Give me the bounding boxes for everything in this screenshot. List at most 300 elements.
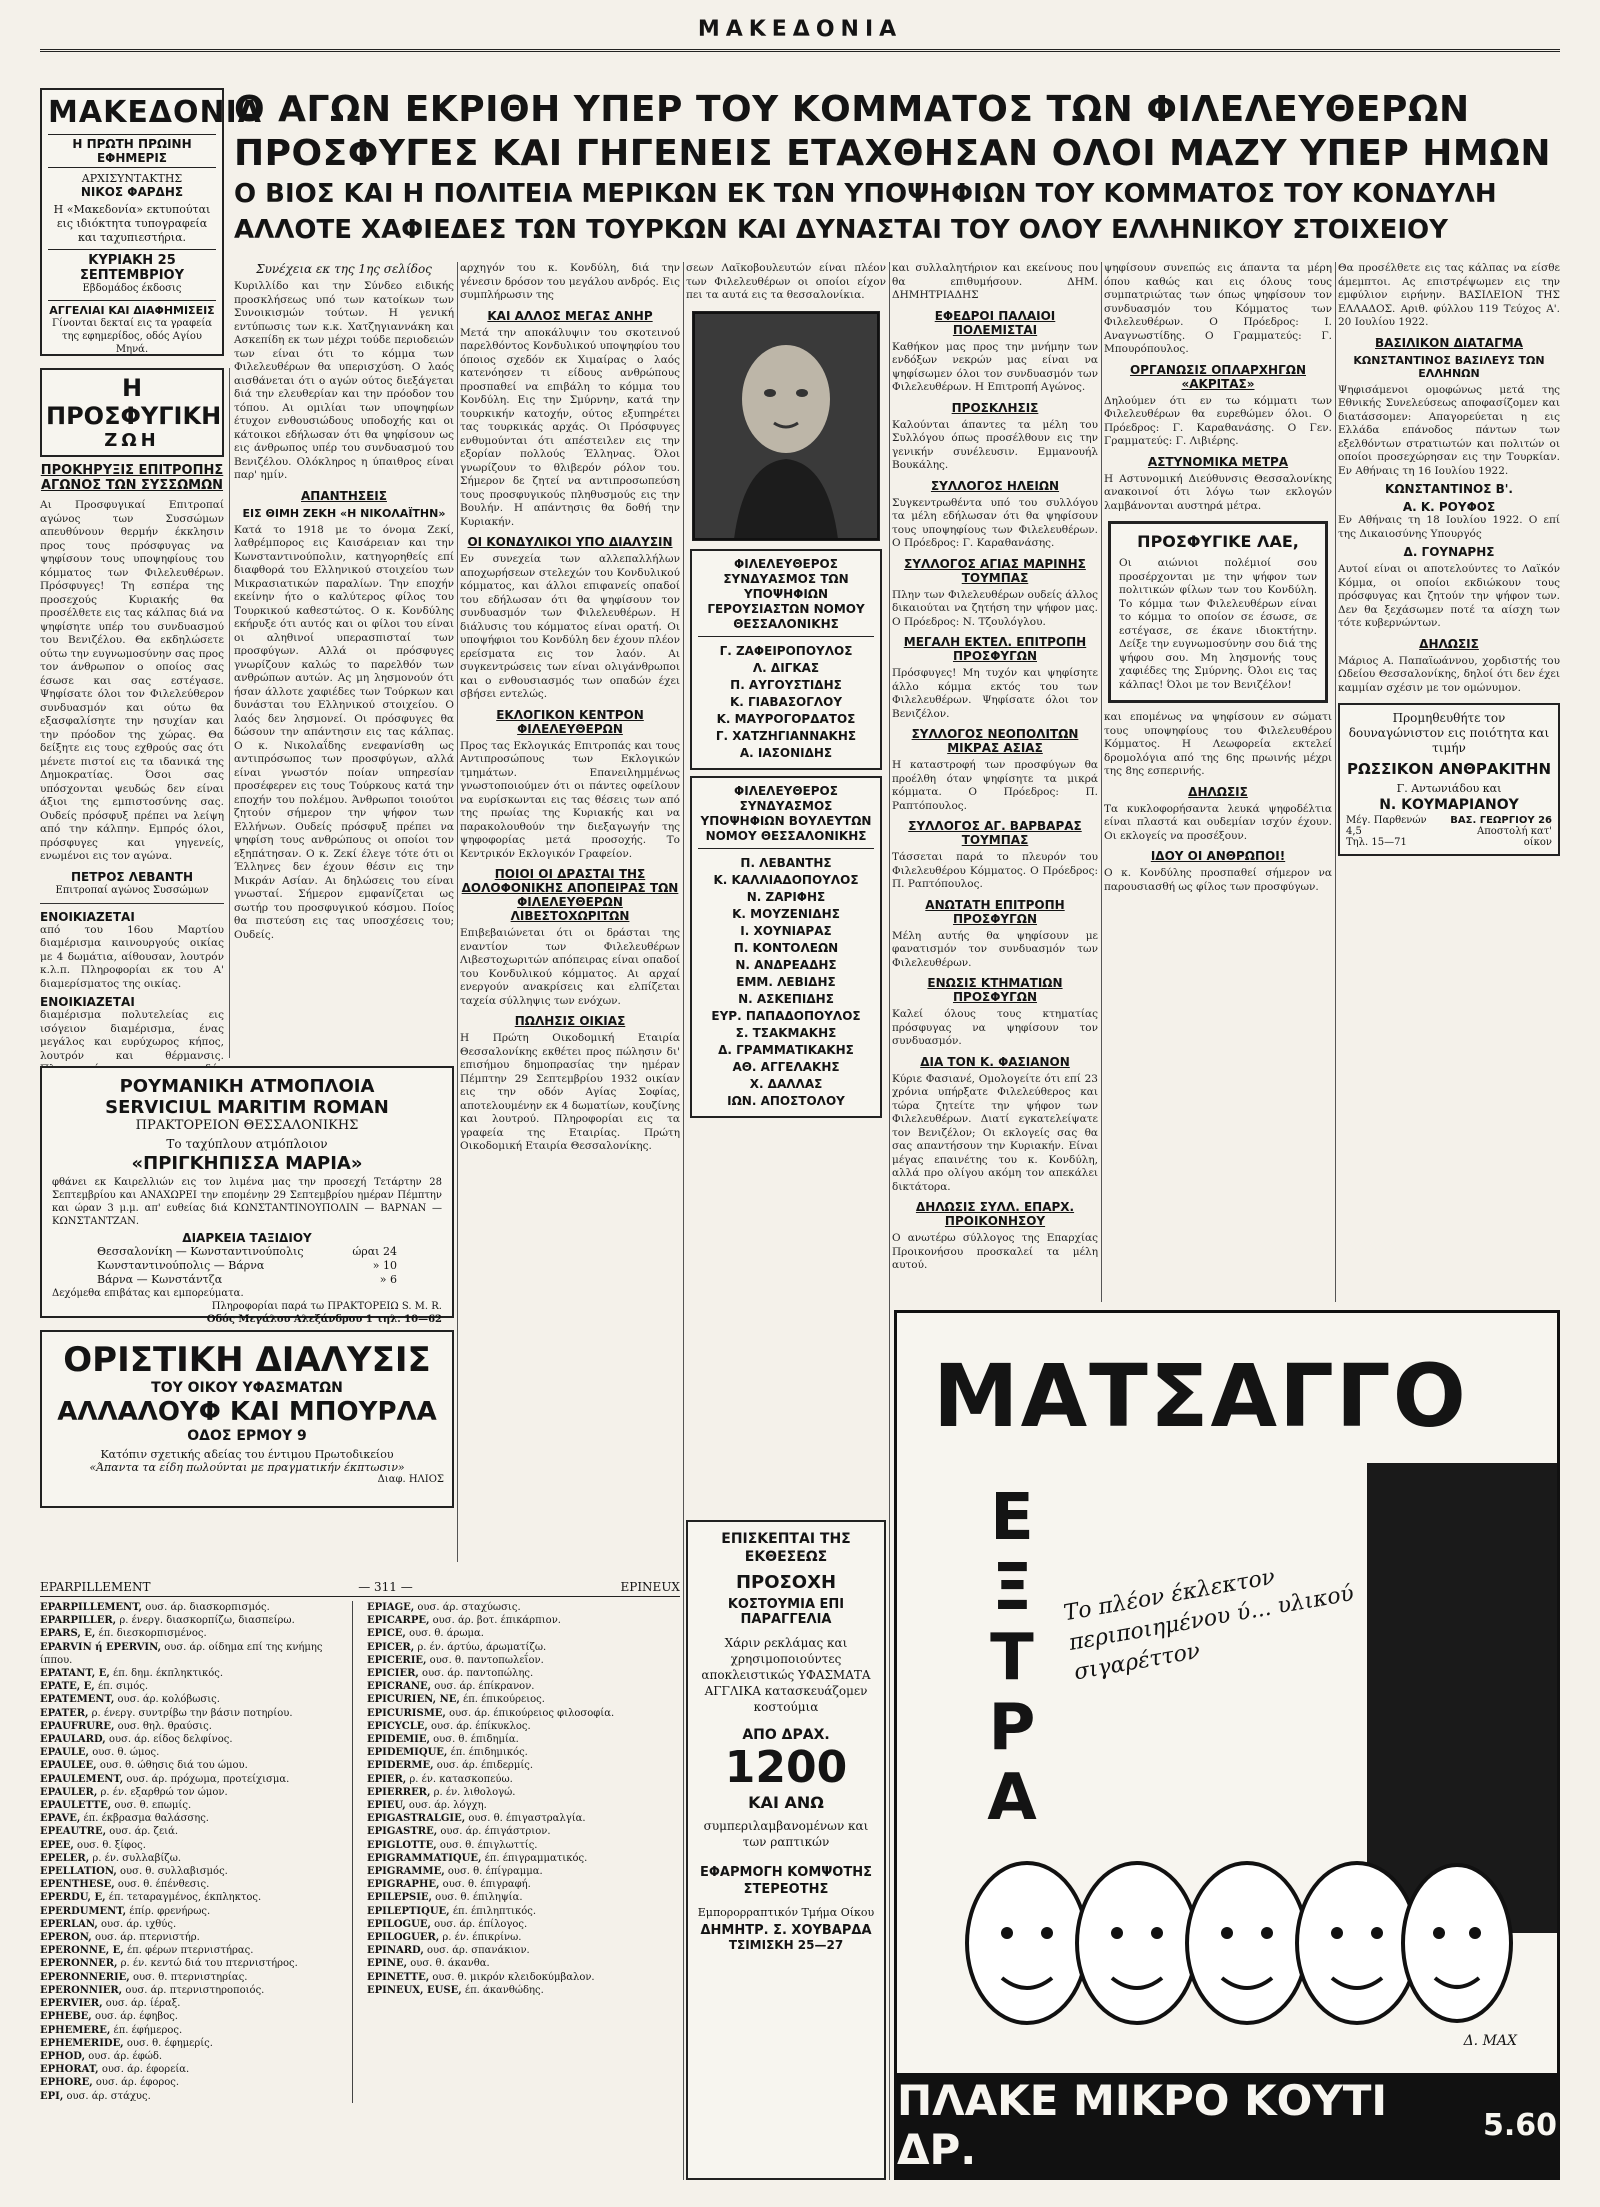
matsaggo-vertical-text bbox=[967, 1483, 1057, 1833]
dictionary-right-column bbox=[367, 1601, 680, 2103]
prosfygiki-signature-role: Επιτροπαί αγώνος Συσσώμων bbox=[55, 884, 209, 896]
route-row: Βάρνα — Κωνστάντζα » 6 bbox=[97, 1273, 397, 1286]
matsaggo-vertical-letter: Α bbox=[987, 1761, 1037, 1835]
dictionary-definition: ουσ. θ. έπιληψία. bbox=[432, 1892, 523, 1904]
candidate: ΙΩΝ. ΑΠΟΣΤΟΛΟΥ bbox=[727, 1093, 845, 1108]
senate-ballot bbox=[690, 549, 882, 770]
dictionary-definition: ουσ. άρ. λόγχη. bbox=[405, 1800, 487, 1812]
dictionary-headword: EPAULER, bbox=[40, 1786, 98, 1798]
dictionary-headword: EPIGASTRE, bbox=[367, 1826, 438, 1838]
dictionary-headword: EPERONNERIE, bbox=[40, 1971, 130, 1983]
dictionary-entry bbox=[367, 1931, 680, 1944]
dictionary-definition: ουσ. άρ. έφορεία. bbox=[98, 2064, 190, 2076]
dictionary-entry bbox=[40, 1627, 346, 1640]
candidate: Κ. ΜΟΥΖΕΝΙΔΗΣ bbox=[732, 906, 840, 921]
dictionary-entry bbox=[367, 1971, 680, 1984]
dictionary-definition: ουσ. άρ. ζειά. bbox=[106, 1826, 179, 1838]
ballot-column: σεων Λαϊκοβουλευτών είναι πλέον των Φιλελευθέρων οι οποίοι είχον πει τα αυτά εις τα θεσσαλονίκια. ΦΙΛΕΛΕΥΘΕΡΟΣ ΣΥΝΔΥΑΣΜΟΣ ΤΩΝ ΥΠΟΨΗΦΙΩΝ ΓΕΡΟΥΣΙΑΣΤΩΝ ΝΟΜΟΥ ΘΕΣΣΑΛΟΝΙΚΗΣ Γ. ΖΑΦΕΙΡΟΠΟΥΛΟΣ Λ. ΔΙΓΚΑΣ Π. ΑΥΓΟΥΣΤΙΔΗΣ Κ. ΓΙΑΒΑΣΟΓΛΟΥ Κ. ΜΑΥΡΟΓΟΡΔΑΤΟΣ Γ. ΧΑΤΖΗΓΙΑΝΝΑΚΗΣ Α. ΙΑΣΟΝΙΔΗΣ ΦΙΛΕΛΕΥΘΕΡΟΣ ΣΥΝΔΥΑΣΜΟΣ ΥΠΟΨΗΦΙΩΝ ΒΟΥΛΕΥΤΩΝ ΝΟΜΟΥ ΘΕΣΣΑΛΟΝΙΚΗΣ Π. ΛΕΒΑΝΤΗΣ Κ. ΚΑΛΛΙΑΔΟΠΟΥΛΟΣ Ν. ΖΑΡΙΦΗΣ Κ. ΜΟΥΖΕΝΙΔΗΣ Ι. ΧΟΥΝΙΑΡΑΣ Π. ΚΟΝΤΟΛΕΩΝ Ν. ΑΝΔΡΕΑΔΗΣ ΕΜΜ. ΛΕΒΙΔΗΣ Ν. ΑΣΚΕΠΙΔΗΣ ΕΥΡ. ΠΑΠΑΔΟΠΟΥΛΟΣ Σ. ΤΣΑΚΜΑΚΗΣ Δ. ΓΡΑΜΜΑΤΙΚΑΚΗΣ ΑΘ. ΑΓΓΕΛΑΚΗΣ Χ. ΔΑΛΛΑΣ ΙΩΝ. ΑΠΟΣΤΟΛΟΥ bbox=[686, 262, 886, 1342]
dictionary-headword: EPIERRER, bbox=[367, 1786, 431, 1798]
dictionary-headword: EPARPILLER, bbox=[40, 1615, 117, 1627]
dictionary-entry bbox=[40, 2090, 346, 2103]
dictionary-entry bbox=[40, 1614, 346, 1627]
dictionary-headword: EPELER, bbox=[40, 1852, 90, 1864]
col5-heading-8: ΑΝΩΤΑΤΗ ΕΠΙΤΡΟΠΗ ΠΡΟΣΦΥΓΩΝ bbox=[925, 897, 1065, 926]
dictionary-entry bbox=[40, 1799, 346, 1812]
candidate: Ν. ΖΑΡΙΦΗΣ bbox=[746, 889, 826, 904]
nameplate-box bbox=[40, 88, 263, 356]
dictionary-definition: έπ. έκβρασμα θαλάσσης. bbox=[80, 1813, 209, 1825]
dictionary-headword: EPICURISME, bbox=[367, 1707, 446, 1719]
dictionary-definition: έπίρ. φρενήρως. bbox=[126, 1905, 211, 1917]
col7-sign-3: Δ. ΓΟΥΝΑΡΗΣ bbox=[1403, 545, 1495, 559]
prosfygiki-signature: ΠΕΤΡΟΣ ΛΕΒΑΝΤΗ bbox=[71, 869, 193, 884]
dictionary-definition: ουσ. θ. ξίφος. bbox=[73, 1839, 146, 1851]
matsaggo-brand: ΜΑΤΣΑΓΓΟ bbox=[933, 1347, 1468, 1447]
tailor-dept: Εμπορορραπτικόν Τμήμα Οίκου bbox=[697, 1906, 875, 1919]
column-2: Συνέχεια εκ της 1ης σελίδος Κυριλλίδο και την Σύνδεο ειδικής προσκλήσεως υπό των κατοίκων των Συνοικισμών τούτων. Η γενική εντύπωσις των κ.κ. Χατζηγιαννάκη και Ασκεπίδη εκ των μέχρι τούδε περιοδειών των είναι ότι το κόμμα των Φιλελευθέρων θα υπερισχύση. Ο λαός αισθάνεται ότι ο αγών ούτος διεξάγεται διά την ελευθερίαν και την πρόοδον του τόπου. Αι ομιλίαι των υποψηφίων έτυχον ενθουσιώδους υποδοχής και οι κάτοικοι εδήλωσαν ότι θα ψηφίσουν ως εις άνθρωπος υπέρ του συνδυασμού του Βενιζέλου. Ολόκληρος η ύπαιθρος είναι παρ' ημίν. ΑΠΑΝΤΗΣΕΙΣ ΕΙΣ ΘΙΜΗ ΖΕΚΗ «Η ΝΙΚΟΛΑΪΤΗΝ» Κατά το 1918 με το όνομα Ζεκί, λαθρέμπορος εις Καισάρειαν και την Κωνσταντινούπολιν, κατηγορηθείς επί διαφθορά του Ελληνικού στοιχείου των Μικρασιατικών παραλίων. Την εποχήν εκείνην ήτο ο καλύτερος φίλος του Τουρκικού καθεστώτος. Ο κ. Κονδύλης εκήρυξε ότι αυτός και οι φίλοι του είναι οι αληθινοί υπερασπισταί των προσφύγων. Αλλά οι πρόσφυγες γνωρίζουν καλώς το παρελθόν των ανθρώπων αυτών. Ας μη λησμονούν ότι ήσαν άλλοτε χαφιέδες των Τούρκων και δυνάσται του Ελληνικού στοιχείου. Ο λαός δεν λησμονεί. Οι πρόσφυγες θα δώσουν την απάντησιν εις τας κάλπας. Ο κ. Νικολαΐδης ενεφανίσθη ως αντιπρόσωπος των προσφύγων, αλλά είναι γνωστόν ποίαν υπηρεσίαν προσέφερεν εις τους Τούρκους κατά την εποχήν του πολέμου. Άνθρωποι τοιούτοι ζητούν σήμερον την ψήφον των Ελλήνων. Ουδείς πρόσφυξ πρέπει να ψηφίση τους ανθρώπους οι οποίοι τον εξηπάτησαν. Ο κ. Ζεκί έλεγε τότε ότι οι Έλληνες δεν έχουν θέσιν εις την Μικράν Ασίαν. Αι δηλώσεις του είναι γνωσταί. Σήμερον εμφανίζεται ως σωτήρ του προσφυγικού κόσμου. Ποίος θα πιστεύση εις τας υποσχέσεις του; Ουδείς. bbox=[234, 262, 454, 941]
tailor-body: Χάριν ρεκλάμας και χρησιμοποιούντες αποκλειστικώς ΥΦΑΣΜΑΤΑ ΑΓΓΛΙΚΑ κατασκευάζομεν κοστούμια bbox=[701, 1636, 871, 1714]
shipping-address: Οδός Μεγάλου Αλεξάνδρου 1 τηλ. 10—62 bbox=[206, 1314, 442, 1325]
refugee-appeal-title: ΠΡΟΣΦΥΓΙΚΕ ΛΑΕ, bbox=[1137, 532, 1299, 551]
dictionary-entry bbox=[40, 1957, 346, 1970]
dictionary-definition: έπ. έπιγραμματικός. bbox=[481, 1852, 588, 1864]
dictionary-definition: έπ. δημ. έκπληκτικός. bbox=[109, 1668, 224, 1680]
shipping-note: Δεχόμεθα επιβάτας και εμπορεύματα. bbox=[52, 1288, 244, 1299]
dictionary-entry bbox=[367, 1601, 680, 1614]
dictionary-headword: EPATER, bbox=[40, 1707, 89, 1719]
coal-ad-text: Προμηθευθήτε τον δουναγώνιστον εις ποιότητα και τιμήν bbox=[1348, 711, 1550, 755]
dictionary-headword: EPERDUMENT, bbox=[40, 1905, 127, 1917]
dictionary-headword: EPERON, bbox=[40, 1932, 92, 1944]
dictionary-head-left: EPARPILLEMENT bbox=[40, 1580, 151, 1594]
candidate: Κ. ΚΑΛΛΙΑΔΟΠΟΥΛΟΣ bbox=[713, 872, 859, 887]
dictionary-entry bbox=[40, 1944, 346, 1957]
dictionary-definition: ουσ. θ. έπιγραφή. bbox=[439, 1879, 531, 1891]
col3-heading-1: ΚΑΙ ΑΛΛΟΣ ΜΕΓΑΣ ΑΝΗΡ bbox=[487, 308, 653, 323]
dictionary-entry bbox=[367, 1944, 680, 1957]
route-row: Κωνσταντινούπολις — Βάρνα » 10 bbox=[97, 1259, 397, 1272]
dictionary-entry bbox=[40, 2010, 346, 2023]
candidate: Ι. ΧΟΥΝΙΑΡΑΣ bbox=[740, 923, 832, 938]
dictionary-definition: ουσ. άρ. στάχυς. bbox=[63, 2090, 151, 2102]
coal-ad-name: ΡΩΣΣΙΚΟΝ ΑΝΘΡΑΚΙΤΗΝ bbox=[1346, 760, 1552, 778]
tailor-ad bbox=[686, 1520, 886, 2180]
dictionary-entry bbox=[40, 1918, 346, 1931]
col3-heading-3: ΕΚΛΟΓΙΚΟΝ ΚΕΝΤΡΟΝ ΦΙΛΕΛΕΥΘΕΡΩΝ bbox=[496, 707, 644, 736]
dictionary-headword: EPILOGUE, bbox=[367, 1918, 431, 1930]
shipping-duration-title: ΔΙΑΡΚΕΙΑ ΤΑΞΙΔΙΟΥ bbox=[182, 1231, 312, 1245]
matsaggo-vertical-letter: Ε bbox=[990, 1481, 1034, 1555]
col5-heading-3: ΣΥΛΛΟΓΟΣ ΗΛΕΙΩΝ bbox=[930, 478, 1060, 493]
candidate: Α. ΙΑΣΟΝΙΔΗΣ bbox=[739, 745, 833, 760]
liquidation-note: Κατόπιν σχετικής αδείας του έντιμου Πρωτοδικείου bbox=[100, 1448, 394, 1461]
candidate: Χ. ΔΑΛΛΑΣ bbox=[749, 1076, 823, 1091]
dictionary-entry bbox=[40, 1825, 346, 1838]
dictionary-definition: ουσ. άρ. έπικούρειος φιλοσοφία. bbox=[445, 1707, 615, 1719]
dictionary-definition: ουσ. άρ. παντοπώλης. bbox=[418, 1668, 534, 1680]
candidate: Κ. ΜΑΥΡΟΓΟΡΔΑΤΟΣ bbox=[716, 711, 856, 726]
col7-sign-2: Α. Κ. ΡΟΥΦΟΣ bbox=[1402, 500, 1496, 514]
tailor-title: ΕΠΙΣΚΕΠΤΑΙ ΤΗΣ ΕΚΘΕΣΕΩΣ bbox=[721, 1531, 851, 1565]
tailor-address: ΤΣΙΜΙΣΚΗ 25—27 bbox=[728, 1938, 844, 1952]
dictionary-headword: EPAULEMENT, bbox=[40, 1773, 124, 1785]
dictionary-headword: EPIGRAMME, bbox=[367, 1866, 445, 1878]
dictionary-headword: EPILEPSIE, bbox=[367, 1892, 432, 1904]
candidate: ΑΘ. ΑΓΓΕΛΑΚΗΣ bbox=[732, 1059, 840, 1074]
col3-heading-5: ΠΩΛΗΣΙΣ ΟΙΚΙΑΣ bbox=[514, 1014, 626, 1028]
dictionary-headword: EPIDEMIQUE, bbox=[367, 1747, 448, 1759]
dictionary-entry bbox=[367, 1786, 680, 1799]
dictionary-entry bbox=[40, 1759, 346, 1772]
col6-heading-4: ΙΔΟΥ ΟΙ ΑΝΘΡΩΠΟΙ! bbox=[1150, 849, 1286, 863]
dictionary-headword: EPIDEMIE, bbox=[367, 1734, 430, 1746]
deputies-ballot-title: ΦΙΛΕΛΕΥΘΕΡΟΣ ΣΥΝΔΥΑΣΜΟΣ ΥΠΟΨΗΦΙΩΝ ΒΟΥΛΕΥΤΩΝ ΝΟΜΟΥ ΘΕΣΣΑΛΟΝΙΚΗΣ bbox=[698, 784, 874, 849]
dictionary-definition: ουσ. θ. μικρόν κλειδοκύμβαλον. bbox=[429, 1971, 595, 1983]
col5-heading-11: ΔΗΛΩΣΙΣ ΣΥΛΛ. ΕΠΑΡΧ. ΠΡΟΙΚΟΝΗΣΟΥ bbox=[915, 1200, 1075, 1228]
ads-text: Γίνονται δεκταί εις τα γραφεία της εφημερίδος, οδός Αγίου Μηνά. bbox=[51, 318, 213, 355]
dictionary-entry bbox=[40, 1839, 346, 1852]
dictionary-headword: EPATEMENT, bbox=[40, 1694, 115, 1706]
matsaggo-footer-text: ΠΛΑΚΕ ΜΙΚΡΟ ΚΟΥΤΙ ΔΡ. bbox=[897, 2076, 1388, 2174]
dictionary-headword: EPATE, E, bbox=[40, 1681, 95, 1693]
classified-1-title: ΕΝΟΙΚΙΑΖΕΤΑΙ bbox=[40, 909, 135, 924]
dictionary-entry bbox=[40, 1905, 346, 1918]
dictionary-definition: ρ. έν. άρτύω, άρωματίζω. bbox=[414, 1641, 547, 1653]
dictionary-definition: ουσ. άρ. έπίλογος. bbox=[430, 1918, 528, 1930]
candidate: Ν. ΑΣΚΕΠΙΔΗΣ bbox=[738, 991, 834, 1006]
dictionary-definition: ουσ. άρ. έφορος. bbox=[92, 2077, 180, 2089]
dictionary-entry bbox=[40, 1891, 346, 1904]
liquidation-title: ΟΡΙΣΤΙΚΗ ΔΙΑΛΥΣΙΣ bbox=[63, 1340, 431, 1380]
col5-heading-5: ΜΕΓΑΛΗ ΕΚΤΕΛ. ΕΠΙΤΡΟΠΗ ΠΡΟΣΦΥΓΩΝ bbox=[903, 635, 1087, 663]
dictionary-definition: ουσ. θ. έπιγλωττίς. bbox=[436, 1839, 538, 1851]
candidate: Σ. ΤΣΑΚΜΑΚΗΣ bbox=[735, 1025, 837, 1040]
dictionary-definition: ουσ. άρ. διασκορπισμός. bbox=[142, 1602, 270, 1613]
col7-sign-1: ΚΩΝΣΤΑΝΤΙΝΟΣ Β'. bbox=[1385, 482, 1513, 496]
coal-ad-note: Αποστολή κατ' οίκον bbox=[1477, 826, 1552, 848]
shipping-line-2: SERVICIUL MARITIM ROMAN bbox=[105, 1097, 389, 1118]
coal-ad-name2: Ν. ΚΟΥΜΑΡΙΑΝΟΥ bbox=[1379, 797, 1519, 813]
coal-ad-addr2: ΒΑΣ. ΓΕΩΡΓΙΟΥ 26 bbox=[1450, 815, 1552, 826]
liquidation-sign: Διαφ. ΗΛΙΟΣ bbox=[377, 1474, 444, 1485]
dictionary-entry bbox=[367, 1852, 680, 1865]
dictionary-entry bbox=[40, 1720, 346, 1733]
dictionary-definition: ουσ. άρ. έπιδερμίς. bbox=[433, 1760, 534, 1772]
dictionary-entry bbox=[367, 1746, 680, 1759]
dictionary-headword: EPICER, bbox=[367, 1641, 415, 1653]
dictionary-entry bbox=[367, 1957, 680, 1970]
dictionary-headword: EPERVIER, bbox=[40, 1998, 103, 2010]
dictionary-headword: EPIEU, bbox=[367, 1800, 406, 1812]
dictionary-headword: EPATANT, E, bbox=[40, 1668, 110, 1680]
liquidation-name: ΑΛΛΑΛΟΥΦ ΚΑΙ ΜΠΟΥΡΛΑ bbox=[57, 1397, 437, 1427]
col2-answers: ΑΠΑΝΤΗΣΕΙΣ bbox=[301, 488, 387, 503]
dictionary-definition: ουσ. θ. άκανθα. bbox=[407, 1958, 490, 1970]
dictionary-entry bbox=[367, 1825, 680, 1838]
dictionary-definition: ρ. έν. κατασκοπεύω. bbox=[406, 1773, 513, 1785]
col3-heading-4: ΠΟΙΟΙ ΟΙ ΔΡΑΣΤΑΙ ΤΗΣ ΔΟΛΟΦΟΝΙΚΗΣ ΑΠΟΠΕΙΡΑΣ ΤΩΝ ΦΙΛΕΛΕΥΘΕΡΩΝ ΛΙΒΕΣΤΟΧΩΡΙΤΩΝ bbox=[461, 867, 679, 923]
dictionary-entry bbox=[40, 1680, 346, 1693]
dictionary-left-column bbox=[40, 1601, 353, 2103]
dictionary-entry bbox=[40, 1865, 346, 1878]
dictionary-headword: EPENTHESE, bbox=[40, 1879, 115, 1891]
tailor-sub2: ΚΟΣΤΟΥΜΙΑ ΕΠΙ ΠΑΡΑΓΓΕΛΙΑ bbox=[727, 1597, 845, 1627]
dictionary-definition: ουσ. θ. ώθησις διά του ώμου. bbox=[96, 1760, 248, 1772]
dictionary-entry bbox=[367, 1667, 680, 1680]
col5-heading-7: ΣΥΛΛΟΓΟΣ ΑΓ. ΒΑΡΒΑΡΑΣ ΤΟΥΜΠΑΣ bbox=[908, 819, 1082, 847]
dictionary-entry bbox=[40, 1852, 346, 1865]
dictionary-definition: ουσ. άρ. πτερνιστηροποιός. bbox=[122, 1984, 265, 1996]
edition: Εβδομάδος έκδοσις bbox=[82, 283, 182, 294]
prosfygiki-header bbox=[40, 368, 224, 457]
dictionary-entry bbox=[367, 1865, 680, 1878]
matsaggo-vertical-letter: Ξ bbox=[991, 1551, 1033, 1625]
dictionary-definition: ουσ. θ. πτερνιστηρίας. bbox=[129, 1971, 248, 1983]
prosfygiki-title2: ΖΩΗ bbox=[104, 430, 160, 451]
col2-answers-sub: ΕΙΣ ΘΙΜΗ ΖΕΚΗ «Η ΝΙΚΟΛΑΪΤΗΝ» bbox=[242, 506, 446, 520]
dictionary-entry bbox=[40, 2050, 346, 2063]
col7-heading-2: ΚΩΝΣΤΑΝΤΙΝΟΣ ΒΑΣΙΛΕΥΣ ΤΩΝ ΕΛΛΗΝΩΝ bbox=[1353, 353, 1545, 380]
dictionary-definition: έπ. έφήμερος. bbox=[110, 2024, 183, 2036]
dictionary-definition: ρ. ένεργ. διασκορπίζω, διασπείρω. bbox=[116, 1615, 295, 1627]
dictionary-headword: EPHORAT, bbox=[40, 2064, 99, 2076]
dictionary-definition: ουσ. θ. παντοπωλεΐον. bbox=[426, 1654, 544, 1666]
coal-ad-phone: Τηλ. 15—71 bbox=[1346, 837, 1407, 848]
dictionary-definition: ουσ. άρ. βοτ. έπικάρπιον. bbox=[429, 1615, 561, 1627]
dictionary-headword: EPILEPTIQUE, bbox=[367, 1905, 450, 1917]
dictionary-headword: EPICRANE, bbox=[367, 1681, 432, 1693]
matsaggo-slogan: Το πλέον έκλεκτον περιποιημένου ύ... υλικού σιγαρέττον bbox=[1061, 1564, 1356, 1686]
col6-heading-1: ΟΡΓΑΝΩΣΙΣ ΟΠΛΑΡΧΗΓΩΝ «ΑΚΡΙΤΑΣ» bbox=[1129, 362, 1306, 391]
dictionary-definition: ουσ. άρ. έπιγάστριον. bbox=[437, 1826, 551, 1838]
dictionary-header bbox=[40, 1580, 680, 1597]
dictionary-entry bbox=[367, 1918, 680, 1931]
dictionary-headword: EPHOD, bbox=[40, 2050, 86, 2062]
dictionary-headword: EPAVE, bbox=[40, 1813, 81, 1825]
dictionary-definition: ουσ. θ. συλλαβισμός. bbox=[116, 1866, 228, 1878]
dictionary-headword: EPIGLOTTE, bbox=[367, 1839, 437, 1851]
column-5: και συλλαλητήριον και εκείνους που θα επιθυμήσουν. ΔΗΜ. ΔΗΜΗΤΡΙΑΔΗΣ ΕΦΕΔΡΟΙ ΠΑΛΑΙΟΙ ΠΟΛΕΜΙΣΤΑΙ Καθήκον μας προς την μνήμην των ενδόξων νεκρών μας είναι να ψηφίσωμεν όλοι τον συνδυασμόν των Φιλελευθέρων. Η Επιτροπή Αγώνος. ΠΡΟΣΚΛΗΣΙΣ Καλούνται άπαντες τα μέλη του Συλλόγου όπως προσέλθουν εις την γενικήν συνέλευσιν. Εμμανουήλ Βουκάλης. ΣΥΛΛΟΓΟΣ ΗΛΕΙΩΝ Συγκεντρωθέντα υπό του συλλόγου τα μέλη εδήλωσαν ότι θα ψηφίσουν τους υποψηφίους των Φιλελευθέρων. Ο Πρόεδρος: Γ. Καραθανάσης. ΣΥΛΛΟΓΟΣ ΑΓΙΑΣ ΜΑΡΙΝΗΣ ΤΟΥΜΠΑΣ Πλην των Φιλελευθέρων ουδείς άλλος δικαιούται να ζητήση την ψήφον μας. Ο Πρόεδρος: Ν. Τζουλόγλου. ΜΕΓΑΛΗ ΕΚΤΕΛ. ΕΠΙΤΡΟΠΗ ΠΡΟΣΦΥΓΩΝ Πρόσφυγες! Μη τυχόν και ψηφίσητε άλλο κόμμα εκτός του των Φιλελευθέρων. Ψηφίσατε όλοι τον Βενιζέλον. ΣΥΛΛΟΓΟΣ ΝΕΟΠΟΛΙΤΩΝ ΜΙΚΡΑΣ ΑΣΙΑΣ Η καταστροφή των προσφύγων θα προέλθη όταν ψηφίσητε τα μικρά κόμματα. Ο Πρόεδρος: Π. Ραπτόπουλος. ΣΥΛΛΟΓΟΣ ΑΓ. ΒΑΡΒΑΡΑΣ ΤΟΥΜΠΑΣ Τάσσεται παρά το πλευρόν του Φιλελευθέρου Κόμματος. Ο Πρόεδρος: Π. Ραπτόπουλος. ΑΝΩΤΑΤΗ ΕΠΙΤΡΟΠΗ ΠΡΟΣΦΥΓΩΝ Μέλη αυτής θα ψηφίσουν με φανατισμόν τον συνδυασμόν των Φιλελευθέρων. ΕΝΩΣΙΣ ΚΤΗΜΑΤΙΩΝ ΠΡΟΣΦΥΓΩΝ Καλεί όλους τους κτηματίας πρόσφυγας να ψηφίσουν τον συνδυασμόν. ΔΙΑ ΤΟΝ Κ. ΦΑΣΙΑΝΟΝ Κύριε Φασιανέ, Ομολογείτε ότι επί 23 χρόνια υπήρξατε Φιλελεύθερος και τώρα ζητείτε την ψήφον των Φιλελευθέρων. Διατί εγκατελείψατε τον Βενιζέλον; Οι εκλογείς σας θα σας απαντήσουν την Κυριακήν. Είναι μέγας επαινέτης του κ. Κονδύλη, αλλά προ ολίγου ακόμη τον απεκάλει δικτάτορα. ΔΗΛΩΣΙΣ ΣΥΛΛ. ΕΠΑΡΧ. ΠΡΟΙΚΟΝΗΣΟΥ Ο ανωτέρω σύλλογος της Επαρχίας Προικονήσου προσκαλεί τα μέλη αυτού. bbox=[892, 262, 1098, 1271]
portrait-image bbox=[694, 313, 878, 539]
dictionary-definition: ουσ. άρ. ιχθύς. bbox=[97, 1918, 177, 1930]
classified-1-body: από του 16ου Μαρτίου διαμέρισμα καινουργούς οικίας με 4 δωμάτια, αίθουσαν, λουτρόν κ.λ.π. Πληροφορίαι εκ του Α' διαμερίσματος της οικίας. bbox=[40, 923, 224, 990]
dictionary-section bbox=[40, 1580, 680, 2180]
dictionary-definition: ουσ. θ. άρωμα. bbox=[405, 1628, 484, 1640]
dictionary-definition: ρ. έν. εξαρθρώ τον ώμον. bbox=[97, 1786, 228, 1798]
dictionary-headword: EPIGRAPHE, bbox=[367, 1879, 440, 1891]
matsaggo-artist: Δ. ΜΑΧ bbox=[1463, 2033, 1517, 2049]
dictionary-definition: έπ. έπιδημικός. bbox=[447, 1747, 528, 1759]
matsaggo-footer bbox=[897, 2073, 1557, 2177]
candidate: Π. ΛΕΒΑΝΤΗΣ bbox=[740, 855, 832, 870]
dictionary-entry bbox=[367, 1759, 680, 1772]
tailor-name: ΕΦΑΡΜΟΓΗ ΚΟΜΨΟΤΗΣ ΣΤΕΡΕΟΤΗΣ bbox=[700, 1865, 872, 1897]
issue-date: ΚΥΡΙΑΚΗ 25 ΣΕΠΤΕΜΒΡΙΟΥ bbox=[48, 249, 216, 283]
senate-list bbox=[698, 643, 874, 762]
shipping-contact: Πληροφορίαι παρά τω ΠΡΑΚΤΟΡΕΙΩ S. M. R. bbox=[211, 1301, 442, 1312]
col5-heading-10: ΔΙΑ ΤΟΝ Κ. ΦΑΣΙΑΝΟΝ bbox=[920, 1054, 1070, 1069]
dictionary-headword: EPELLATION, bbox=[40, 1866, 117, 1878]
dictionary-headword: EPARPILLEMENT, bbox=[40, 1602, 143, 1613]
matsaggo-vertical-letter: Ρ bbox=[988, 1691, 1036, 1765]
dictionary-entry bbox=[40, 1733, 346, 1746]
dictionary-definition: ουσ. άρ. ίέραξ. bbox=[102, 1998, 181, 2010]
dictionary-entry bbox=[367, 1641, 680, 1654]
dictionary-definition: ουσ. θ. έπένθεσις. bbox=[114, 1879, 210, 1891]
dictionary-entry bbox=[40, 1984, 346, 1997]
matsaggo-ad bbox=[894, 1310, 1560, 2180]
dictionary-entry bbox=[367, 1614, 680, 1627]
nameplate-note: Η «Μακεδονία» εκτυπούται εις ιδιόκτητα τυπογραφεία και ταχυπιεστήρια. bbox=[53, 203, 211, 244]
dictionary-entry bbox=[367, 1720, 680, 1733]
dictionary-definition: ουσ. άρ. έπίκρανον. bbox=[431, 1681, 535, 1693]
candidate: Γ. ΧΑΤΖΗΓΙΑΝΝΑΚΗΣ bbox=[715, 728, 857, 743]
dictionary-headword: EPERONNER, bbox=[40, 1958, 118, 1970]
tailor-owner: ΔΗΜΗΤΡ. Σ. ΧΟΥΒΑΡΔΑ bbox=[700, 1923, 872, 1938]
nameplate-subtitle: Η ΠΡΩΤΗ ΠΡΩΙΝΗ ΕΦΗΜΕΡΙΣ bbox=[48, 134, 216, 168]
dictionary-entry bbox=[367, 1773, 680, 1786]
dictionary-headword: EPERLAN, bbox=[40, 1918, 98, 1930]
candidate: Δ. ΓΡΑΜΜΑΤΙΚΑΚΗΣ bbox=[718, 1042, 854, 1057]
candidate: Κ. ΓΙΑΒΑΣΟΓΛΟΥ bbox=[729, 694, 843, 709]
masthead-title: ΜΑΚΕΔΟΝΙΑ bbox=[697, 17, 903, 42]
dictionary-entry bbox=[367, 1905, 680, 1918]
route-row: Θεσσαλονίκη — Κωνσταντινούπολις ώραι 24 bbox=[97, 1245, 397, 1258]
dictionary-entry bbox=[40, 1693, 346, 1706]
dictionary-entry bbox=[40, 1812, 346, 1825]
shipping-line-3: ΠΡΑΚΤΟΡΕΙΟΝ ΘΕΣΣΑΛΟΝΙΚΗΣ bbox=[135, 1118, 359, 1133]
headline-1: Ο ΑΓΩΝ ΕΚΡΙΘΗ ΥΠΕΡ ΤΟΥ ΚΟΜΜΑΤΟΣ ΤΩΝ ΦΙΛΕΛΕΥΘΕΡΩΝ bbox=[234, 89, 1470, 130]
dictionary-definition: ουσ. θ. έπιγαστραλγία. bbox=[465, 1813, 586, 1825]
dictionary-definition: ουσ. άρ. οίδημα επί της κνήμης ίππου. bbox=[40, 1641, 323, 1666]
dictionary-entry bbox=[40, 2076, 346, 2089]
dictionary-headword: EPIAGE, bbox=[367, 1602, 415, 1613]
coal-ad-by: Γ. Αντωνιάδου και bbox=[1396, 782, 1502, 795]
dictionary-definition: ρ. έν. κεντώ διά του πτερνιστήρος. bbox=[117, 1958, 298, 1970]
dictionary-headword: EPIGRAMMATIQUE, bbox=[367, 1852, 482, 1864]
dictionary-headword: EPHORE, bbox=[40, 2077, 93, 2089]
dictionary-headword: EPINEUX, EUSE, bbox=[367, 1984, 462, 1996]
dictionary-definition: ουσ. θ. ώμος. bbox=[89, 1747, 160, 1759]
dictionary-entry bbox=[40, 2024, 346, 2037]
candidate: Π. ΚΟΝΤΟΛΕΩΝ bbox=[733, 940, 839, 955]
dictionary-entry bbox=[40, 1971, 346, 1984]
dictionary-entry bbox=[367, 1812, 680, 1825]
dictionary-headword: EPI, bbox=[40, 2090, 64, 2102]
matsaggo-faces-illustration bbox=[957, 1833, 1517, 2043]
prosfygiki-body: Αι Προσφυγικαί Επιτροπαί αγώνος των Συσσώμων απευθύνουν θερμήν έκκλησιν προς τους πρόσφυγας να ψηφίσουν τους υποψηφίους του κόμματος των Φιλελευθέρων. Πρόσφυγες! Τη εσπέρα της προσεχούς Κυριακής θα προσέλθετε εις τας κάλπας διά να ψηφίσητε υπέρ του συνδυασμού του Βενιζέλου. Θα εκδηλώσετε ούτω την ευγνωμοσύνην σας προς τον άνθρωπον ο οποίος σας έσωσε και σας εστέγασε. Ψηφίσατε όλοι τον Φιλελεύθερον συνδυασμόν και ούτω θα εξασφαλίσητε την ησυχίαν και την πρόοδον της χώρας. Θα δείξητε εις τους εχθρούς σας ότι μένετε πιστοί εις τα ιδανικά της Δημοκρατίας. Όσοι σας υπόσχονται ψευδώς δεν είναι άξιοι της εμπιστοσύνης σας. Ουδείς πρόσφυξ πρέπει να λείψη από την κάλπην. Εμπρός όλοι, πρόσφυγες και γηγενείς, ενωμένοι εις τον αγώνα. bbox=[40, 499, 224, 862]
dictionary-definition: έπ. διεσκορπισμένος. bbox=[95, 1628, 207, 1640]
candidate: Π. ΑΥΓΟΥΣΤΙΔΗΣ bbox=[730, 677, 842, 692]
dictionary-headword: EPICE, bbox=[367, 1628, 406, 1640]
dictionary-headword: EPHEBE, bbox=[40, 2011, 92, 2023]
coal-ad-details bbox=[1346, 815, 1552, 848]
shipping-routes bbox=[97, 1245, 397, 1287]
dictionary-headword: EPAULEE, bbox=[40, 1760, 97, 1772]
dictionary-entry bbox=[40, 1641, 346, 1667]
liquidation-note2: «Άπαντα τα είδη πωλούνται με πραγματικήν έκπτωσιν» bbox=[89, 1461, 405, 1474]
shipping-body: φθάνει εκ Καιρελλιών εις τον λιμένα μας την προσεχή Τετάρτην 28 Σεπτεμβρίου και ΑΝΑΧΩΡΕΙ την επομένην 29 Σεπτεμβρίου ημέραν Πέμπτην και ώραν 3 μ.μ. απ' ευθείας διά ΚΩΝΣΤΑΝΤΙΝΟΥΠΟΛΙΝ — ΒΑΡΝΑΝ — ΚΩΝΣΤΑΝΤΖΑΝ. bbox=[52, 1177, 442, 1227]
dictionary-definition: έπ. έπιληπτικός. bbox=[449, 1905, 537, 1917]
dictionary-definition: έπ. έπικούρειος. bbox=[459, 1694, 545, 1706]
candidate: Γ. ΖΑΦΕΙΡΟΠΟΥΛΟΣ bbox=[719, 643, 853, 658]
dictionary-headword: EPIER, bbox=[367, 1773, 407, 1785]
column-7: Θα προσέλθετε εις τας κάλπας να είσθε άμεμπτοι. Ας επιστρέψωμεν εις την εμφύλιον ειρήνην. ΒΑΣΙΛΕΙΟΝ ΤΗΣ ΕΛΛΑΔΟΣ. Αριθ. φύλλου 119 Τεύχος Α'. 20 Ιουλίου 1922. ΒΑΣΙΛΙΚΟΝ ΔΙΑΤΑΓΜΑ ΚΩΝΣΤΑΝΤΙΝΟΣ ΒΑΣΙΛΕΥΣ ΤΩΝ ΕΛΛΗΝΩΝ Ψηφισάμενοι ομοφώνως μετά της Εθνικής Συνελεύσεως αποφασίζομεν και διατάσσομεν: Απαγορεύεται η εις Ελλάδα επάνοδος πάντων των εξελθόντων στρατιωτών και πολιτών οι οποίοι προσεχώρησαν εις την Τουρκίαν. Εν Αθήναις τη 16 Ιουλίου 1922. ΚΩΝΣΤΑΝΤΙΝΟΣ Β'. Α. Κ. ΡΟΥΦΟΣ Εν Αθήναις τη 18 Ιουλίου 1922. Ο επί της Δικαιοσύνης Υπουργός Δ. ΓΟΥΝΑΡΗΣ Αυτοί είναι οι αποτελούντες το Λαϊκόν Κόμμα, οι οποίοι εκδιώκουν τους πρόσφυγας και ζητούν την ψήφον των. Δεν θα ξεχάσωμεν ποτέ τα αίσχη των τότε κυβερνώντων. ΔΗΛΩΣΙΣ Μάριος Α. Παπαϊωάννου, χορδιστής του Ωδείου Θεσσαλονίκης, δηλοί ότι δεν έχει καμμίαν σχέσιν με τον ομώνυμον. Προμηθευθήτε τον δουναγώνιστον εις ποιότητα και τιμήν ΡΩΣΣΙΚΟΝ ΑΝΘΡΑΚΙΤΗΝ Γ. Αντωνιάδου και Ν. ΚΟΥΜΑΡΙΑΝΟΥ Μέγ. Παρθενών 4,5 Τηλ. 15—71 ΒΑΣ. ΓΕΩΡΓΙΟΥ 26 Αποστολή κατ' οίκον bbox=[1338, 262, 1560, 1302]
dictionary-definition: έπ. άκανθώδης. bbox=[461, 1984, 544, 1996]
candidate: Ν. ΑΝΔΡΕΑΔΗΣ bbox=[735, 957, 837, 972]
dictionary-headword: EPARVIN ή EPERVIN, bbox=[40, 1641, 162, 1653]
shipping-intro: Το ταχύπλουν ατμόπλοιον bbox=[166, 1137, 328, 1151]
dictionary-definition: ρ. έν. έπικρίνω. bbox=[439, 1932, 522, 1944]
matsaggo-footer-price: 5.60 bbox=[1482, 2107, 1557, 2143]
col2-cont: Συνέχεια εκ της 1ης σελίδος bbox=[256, 262, 432, 276]
headline-3: Ο ΒΙΟΣ ΚΑΙ Η ΠΟΛΙΤΕΙΑ ΜΕΡΙΚΩΝ ΕΚ ΤΩΝ ΥΠΟΨΗΦΙΩΝ ΤΟΥ ΚΟΜΜΑΤΟΣ ΤΟΥ ΚΟΝΔΥΛΗ bbox=[234, 179, 1497, 209]
masthead bbox=[40, 8, 1560, 52]
senate-ballot-title: ΦΙΛΕΛΕΥΘΕΡΟΣ ΣΥΝΔΥΑΣΜΟΣ ΤΩΝ ΥΠΟΨΗΦΙΩΝ ΓΕΡΟΥΣΙΑΣΤΩΝ ΝΟΜΟΥ ΘΕΣΣΑΛΟΝΙΚΗΣ bbox=[698, 557, 874, 637]
headline-4: ΑΛΛΟΤΕ ΧΑΦΙΕΔΕΣ ΤΩΝ ΤΟΥΡΚΩΝ ΚΑΙ ΔΥΝΑΣΤΑΙ ΤΟΥ ΟΛΟΥ ΕΛΛΗΝΙΚΟΥ ΣΤΟΙΧΕΙΟΥ bbox=[234, 215, 1448, 245]
refugee-appeal-box: ΠΡΟΣΦΥΓΙΚΕ ΛΑΕ, Οι αιώνιοι πολέμιοί σου προσέρχονται με την ψήφον των πολιτικών φίλων των του Κονδύλη. Το κόμμα των Φιλελευθέρων είναι το κόμμα το οποίον σε έσωσε, σε εστέγασε, σε έκανε ιδιοκτήτην. Δείξε την ευγνωμοσύνην σου διά της ψήφου σου. Μη λησμονής τους χαφιέδες της Σμύρνης. Όλοι εις τας κάλπας! Όλοι με τον Βενιζέλον! bbox=[1108, 521, 1328, 703]
shipping-ship: «ΠΡΙΓΚΗΠΙΣΣΑ ΜΑΡΙΑ» bbox=[131, 1153, 363, 1174]
dictionary-headword: EPERDU, E, bbox=[40, 1892, 106, 1904]
deputies-list bbox=[698, 855, 874, 1110]
dictionary-headword: EPICERIE, bbox=[367, 1654, 427, 1666]
candidate: ΕΥΡ. ΠΑΠΑΔΟΠΟΥΛΟΣ bbox=[711, 1008, 861, 1023]
col5-heading-4: ΣΥΛΛΟΓΟΣ ΑΓΙΑΣ ΜΑΡΙΝΗΣ ΤΟΥΜΠΑΣ bbox=[904, 556, 1086, 585]
liquidation-street: ΟΔΟΣ ΕΡΜΟΥ 9 bbox=[187, 1428, 307, 1444]
editor-label: ΑΡΧΙΣΥΝΤΑΚΤΗΣ bbox=[81, 172, 183, 185]
candidate: ΕΜΜ. ΛΕΒΙΔΗΣ bbox=[736, 974, 836, 989]
dictionary-entry bbox=[40, 1707, 346, 1720]
prosfygiki-title: Η ΠΡΟΣΦΥΓΙΚΗ bbox=[46, 374, 222, 430]
dictionary-headword: EPINE, bbox=[367, 1958, 408, 1970]
dictionary-page: — 311 — bbox=[358, 1580, 413, 1594]
dictionary-headword: EPAULE, bbox=[40, 1747, 90, 1759]
dictionary-definition: έπ. σιμός. bbox=[94, 1681, 149, 1693]
prosfygiki-column bbox=[40, 368, 224, 1062]
liquidation-ad bbox=[40, 1330, 454, 1508]
matsaggo-vertical-letter: Τ bbox=[990, 1621, 1034, 1695]
dictionary-entry bbox=[367, 1693, 680, 1706]
dictionary-headword: EPEAUTRE, bbox=[40, 1826, 107, 1838]
dictionary-entry bbox=[367, 1984, 680, 1997]
dictionary-definition: ουσ. θ. έφημερίς. bbox=[123, 2037, 213, 2049]
ads-title: ΑΓΓΕΛΙΑΙ ΚΑΙ ΔΙΑΦΗΜΙΣΕΙΣ bbox=[48, 300, 216, 317]
col5-heading-1: ΕΦΕΔΡΟΙ ΠΑΛΑΙΟΙ ΠΟΛΕΜΙΣΤΑΙ bbox=[934, 308, 1056, 337]
dictionary-headword: EPINARD, bbox=[367, 1945, 424, 1957]
prosfygiki-heading: ΠΡΟΚΗΡΥΞΙΣ ΕΠΙΤΡΟΠΗΣ ΑΓΩΝΟΣ ΤΩΝ ΣΥΣΣΩΜΩΝ bbox=[40, 463, 224, 493]
dictionary-definition: ουσ. άρ. πρόχωμα, προτείχισμα. bbox=[123, 1773, 290, 1785]
candidate: Λ. ΔΙΓΚΑΣ bbox=[752, 660, 820, 675]
nameplate-title: ΜΑΚΕΔΟΝΙΑ bbox=[48, 95, 263, 130]
dictionary-definition: ουσ. άρ. είδος δελφίνος. bbox=[105, 1734, 233, 1746]
deputies-ballot bbox=[690, 776, 882, 1118]
dictionary-headword: EPAULARD, bbox=[40, 1734, 106, 1746]
dictionary-entry bbox=[40, 2037, 346, 2050]
dictionary-entry bbox=[40, 1601, 346, 1614]
dictionary-entry bbox=[367, 1627, 680, 1640]
col6-heading-2: ΑΣΤΥΝΟΜΙΚΑ ΜΕΤΡΑ bbox=[1147, 454, 1289, 469]
dictionary-definition: ρ. έν. συλλαβίζω. bbox=[89, 1852, 182, 1864]
col6-heading-3: ΔΗΛΩΣΙΣ bbox=[1188, 784, 1248, 799]
dictionary-definition: ρ. έν. λιθολογώ. bbox=[430, 1786, 516, 1798]
shipping-line-1: ΡΟΥΜΑΝΙΚΗ ΑΤΜΟΠΛΟΙΑ bbox=[119, 1076, 375, 1097]
dictionary-entry bbox=[40, 1667, 346, 1680]
dictionary-headword: EPARS, E, bbox=[40, 1628, 96, 1640]
dictionary-entry bbox=[40, 1878, 346, 1891]
dictionary-entry bbox=[40, 1746, 346, 1759]
column-6: ψηφίσουν συνεπώς εις άπαντα τα μέρη όπου καθώς και εις όλους τους συμπατριώτας των όπως ψηφίσουν τον συνδυασμόν του Κόμματος των Φιλελευθέρων. Ο Πρόεδρος: Ι. Αναγνωστίδης. Ο Γραμματεύς: Γ. Μπουρόπουλος. ΟΡΓΑΝΩΣΙΣ ΟΠΛΑΡΧΗΓΩΝ «ΑΚΡΙΤΑΣ» Δηλούμεν ότι εν τω κόμματι των Φιλελευθέρων θα ευρεθώμεν όλοι. Ο Πρόεδρος: Γ. Καραθανάσης. Ο Γεν. Γραμματεύς: Γ. Λιβιέρης. ΑΣΤΥΝΟΜΙΚΑ ΜΕΤΡΑ Η Αστυνομική Διεύθυνσις Θεσσαλονίκης ανακοινοί ότι λόγω των εκλογών λαμβάνονται αυστηρά μέτρα. ΠΡΟΣΦΥΓΙΚΕ ΛΑΕ, Οι αιώνιοι πολέμιοί σου προσέρχονται με την ψήφον των πολιτικών φίλων των του Κονδύλη. Το κόμμα των Φιλελευθέρων είναι το κόμμα το οποίον σε έσωσε, σε εστέγασε, σε έκανε ιδιοκτήτην. Δείξε την ευγνωμοσύνην σου διά της ψήφου σου. Μη λησμονής τους χαφιέδες της Σμύρνης. Όλοι εις τας κάλπας! Όλοι με τον Βενιζέλον! και επομένως να ψηφίσουν εν σώματι τους υποψηφίους του Φιλελευθέρου Κόμματος. Η Λεωφορεία εκτελεί δρομολόγια από της 6ης πρωινής μέχρι της 8ης εσπερινής. ΔΗΛΩΣΙΣ Τα κυκλοφορήσαντα λευκά ψηφοδέλτια είναι πλαστά και ουδεμίαν ισχύν έχουν. Οι εκλογείς να προσέξουν. ΙΔΟΥ ΟΙ ΑΝΘΡΩΠΟΙ! Ο κ. Κονδύλης προσπαθεί σήμερον να παρουσιασθή ως φίλος των προσφύγων. bbox=[1104, 262, 1332, 893]
dictionary-entry bbox=[40, 2063, 346, 2076]
